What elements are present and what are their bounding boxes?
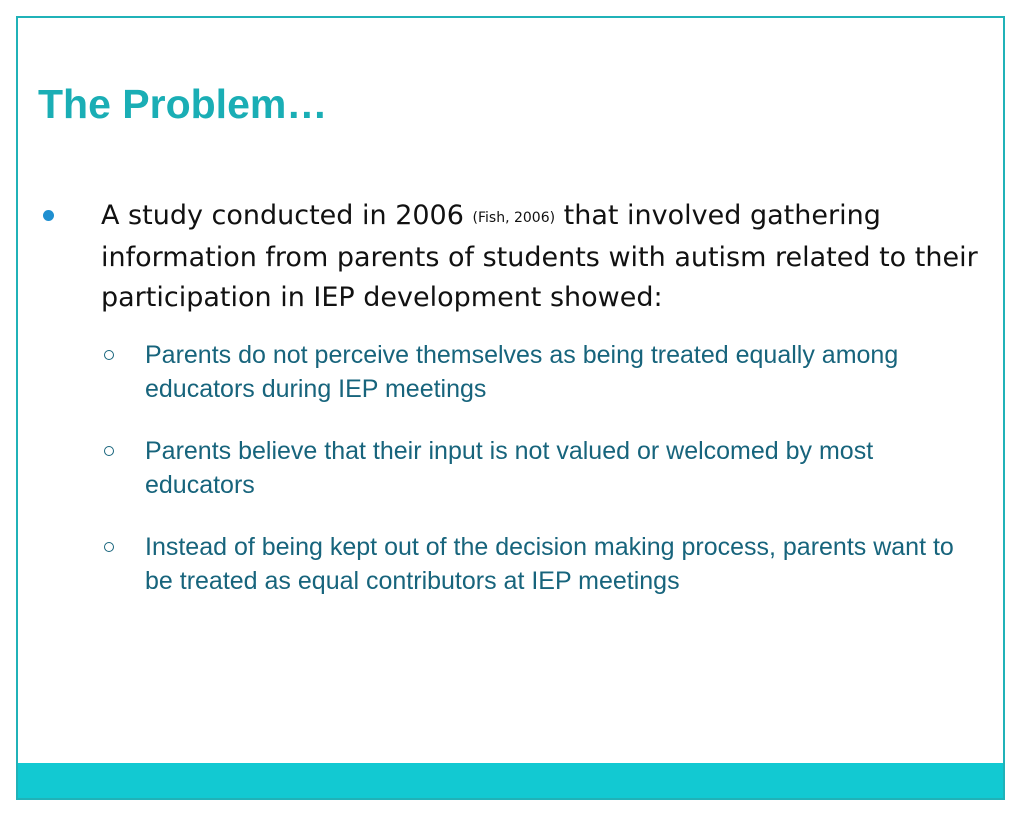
sub-bullet-list <box>145 338 981 598</box>
citation: (Fish, 2006) <box>472 210 556 226</box>
main-bullet-text-before: A study conducted in 2006 <box>101 200 473 231</box>
main-bullet <box>101 196 981 318</box>
hollow-circle-bullet-icon <box>104 542 114 552</box>
sub-bullet-item <box>145 338 981 406</box>
filled-circle-bullet-icon <box>43 210 54 221</box>
sub-bullet-item <box>145 530 981 598</box>
hollow-circle-bullet-icon <box>104 446 114 456</box>
slide-title: The Problem… <box>38 81 328 127</box>
hollow-circle-bullet-icon <box>104 350 114 360</box>
sub-bullet-text: Instead of being kept out of the decision making process, parents want to be treated as equal contributors at IEP meetings <box>145 533 954 595</box>
main-bullet-text-after: that involved gathering information from parents of students with autism related to their participation in IEP development showed: <box>101 200 978 313</box>
sub-bullet-text: Parents do not perceive themselves as being treated equally among educators during IEP meetings <box>145 341 899 403</box>
sub-bullet-item <box>145 434 981 502</box>
sub-bullet-text: Parents believe that their input is not valued or welcomed by most educators <box>145 437 874 499</box>
slide-body <box>101 196 981 626</box>
footer-accent-bar <box>18 763 1003 798</box>
